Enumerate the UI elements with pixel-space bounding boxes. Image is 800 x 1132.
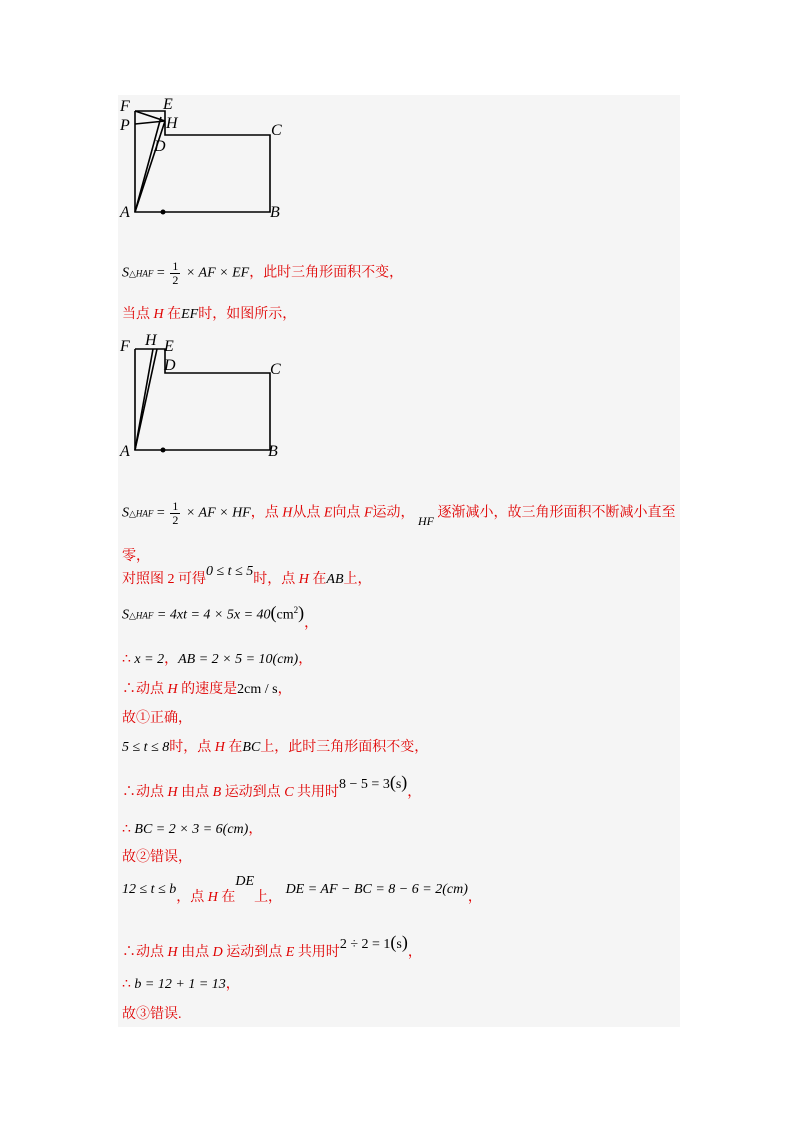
- moving-point-dot-2: [161, 448, 166, 453]
- label-F: F: [120, 98, 130, 115]
- line-10: 5 ≤ t ≤ 8时，点 H 在BC上，此时三角形面积不变，: [122, 740, 429, 755]
- label-A-2: A: [120, 443, 130, 460]
- label-H-2: H: [145, 332, 157, 349]
- line-1-text: 此时三角形面积不变，: [263, 265, 404, 281]
- fraction-half: $\frac{1}{2}$: [172, 259, 179, 287]
- label-C: C: [271, 122, 282, 139]
- line-13: 故②错误，: [122, 850, 192, 865]
- label-B-2: B: [268, 443, 278, 460]
- line-2: 当点 H 在EF时，如图所示，: [122, 307, 297, 322]
- line-17: 故③错误.: [122, 1007, 182, 1022]
- label-H: H: [166, 115, 178, 132]
- line-14: 12 ≤ t ≤ b，点 H 在DE上， DE = AF − BC = 8 − 6 = 2(cm)，: [122, 874, 482, 905]
- line-6: S△HAF = $4xt = 4 \times 5x = 40(cm^2)$，: [122, 602, 319, 631]
- label-B: B: [270, 204, 280, 221]
- label-D: D: [154, 138, 166, 155]
- outer-shape-2: [135, 349, 270, 450]
- outer-shape: [135, 111, 270, 212]
- fraction-half-2: $\frac{1}{2}$: [172, 499, 179, 527]
- figure-2: [118, 333, 318, 463]
- area-expression: × AF × EF: [182, 265, 250, 281]
- segment-ah-3: [135, 349, 153, 450]
- figure-2-diagram: [118, 333, 318, 463]
- area-symbol: S: [122, 265, 129, 281]
- label-P: P: [120, 117, 130, 134]
- line-1: S△HAF = $\frac{1}{2}$ × AF × EF，此时三角形面积不变，: [122, 259, 404, 287]
- line-12: ∴ BC = 2 × 3 = 6(cm)，: [122, 822, 263, 837]
- label-E: E: [163, 96, 173, 113]
- content-panel: [118, 95, 680, 1027]
- line-7: ∴ x = 2，AB = 2 × 5 = 10(cm)，: [122, 652, 313, 667]
- line-5: 对照图 2 可得0 ≤ t ≤ 5时，点 H 在AB上，: [122, 564, 372, 587]
- line-11: ∴动点 H 由点 B 运动到点 C 共用时8 − 5 = 3(s)，: [122, 772, 422, 800]
- equals: =: [153, 265, 169, 281]
- area-subscript: △HAF: [129, 268, 154, 279]
- figure-1-diagram: [118, 95, 318, 225]
- line-3: S△HAF = $\frac{1}{2}$ × AF × HF，点 H从点 E向点 F运动， HF 逐渐减小，故三角形面积不断减小直至: [122, 499, 676, 528]
- label-F-2: F: [120, 338, 130, 355]
- line-8: ∴动点 H 的速度是2cm / s，: [122, 682, 292, 697]
- line-4: 零，: [122, 549, 150, 564]
- label-C-2: C: [270, 361, 281, 378]
- line-16: ∴ b = 12 + 1 = 13，: [122, 977, 240, 992]
- label-D-2: D: [164, 357, 176, 374]
- line-9: 故①正确，: [122, 711, 192, 726]
- segment-ah2: [135, 117, 161, 212]
- label-A: A: [120, 204, 130, 221]
- moving-point-dot: [161, 210, 166, 215]
- figure-1: [118, 95, 318, 225]
- line-15: ∴动点 H 由点 D 运动到点 E 共用时2 ÷ 2 = 1(s)，: [122, 932, 422, 960]
- label-E-2: E: [164, 338, 174, 355]
